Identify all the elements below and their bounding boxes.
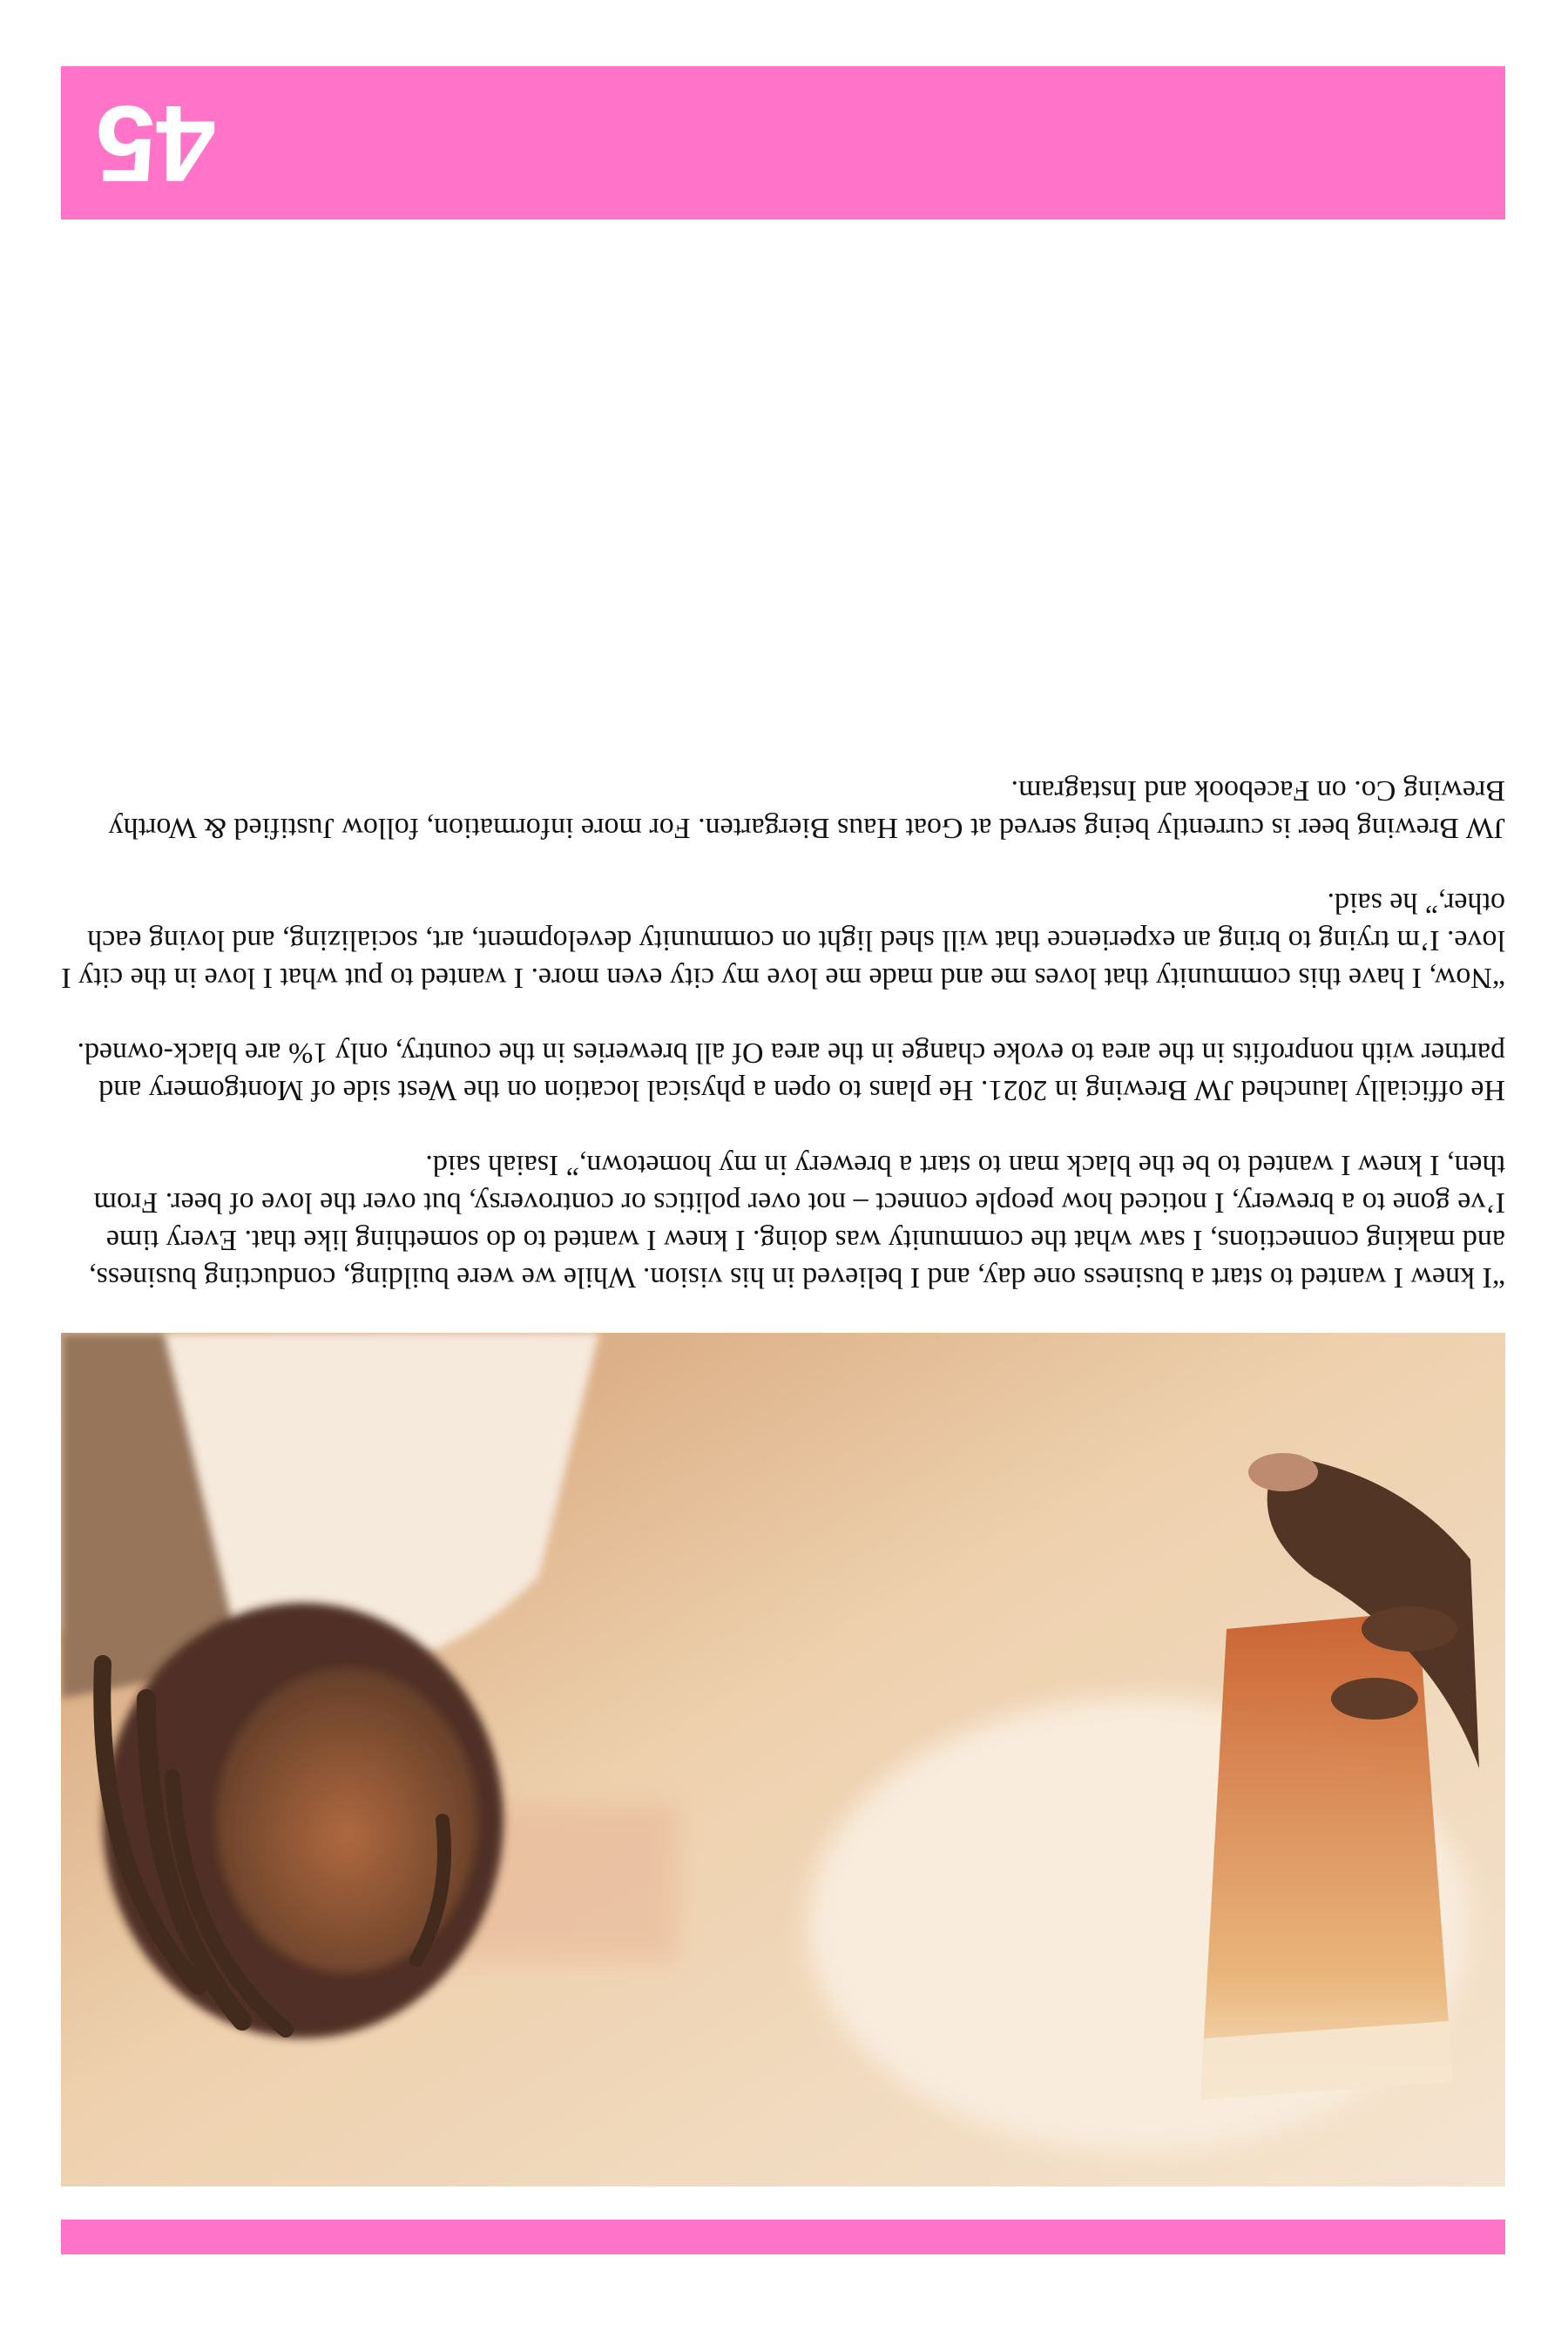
page-number-band — [61, 66, 1505, 220]
photo-illustration — [61, 1333, 1505, 2186]
article-paragraph: “Now, I have this community that loves me and made me love my city even more. I wanted to put what I love in the city I love. I’m trying to bring an experience that will shed light on community development, art, socializing, and loving each other,” he said. — [61, 887, 1505, 994]
article-paragraph: JW Brewing beer is currently being served at Goat Haus Biergarten. For more information, follow Justified & Worthy Brewing Co. on Facebook and Instagram. — [108, 774, 1505, 844]
article-paragraph: He officially launched JW Brewing in 2021. He plans to open a physical location on the West side of Montgomery and partner with nonprofits in the area to evoke change in the area Of all breweries in the country, only 1% are black-owned. — [77, 1037, 1505, 1106]
article-paragraph: “I knew I wanted to start a business one day, and I believed in his vision. While we were building, conducting business, and making connections, I saw what the community was doing. I knew I wanted to do something like that. Every time I’ve gone to a brewery, I noticed how people connect – not over politics or controversy, but over the love of beer. From then, I knew I wanted to be the black man to start a brewery in my hometown,” Isaiah said. — [89, 1149, 1505, 1294]
page-number: 45 — [96, 83, 216, 203]
article-body — [59, 734, 1505, 1296]
top-accent-bar — [61, 2220, 1505, 2254]
warm-tint — [61, 1333, 1505, 2186]
article-photo — [61, 1333, 1505, 2186]
